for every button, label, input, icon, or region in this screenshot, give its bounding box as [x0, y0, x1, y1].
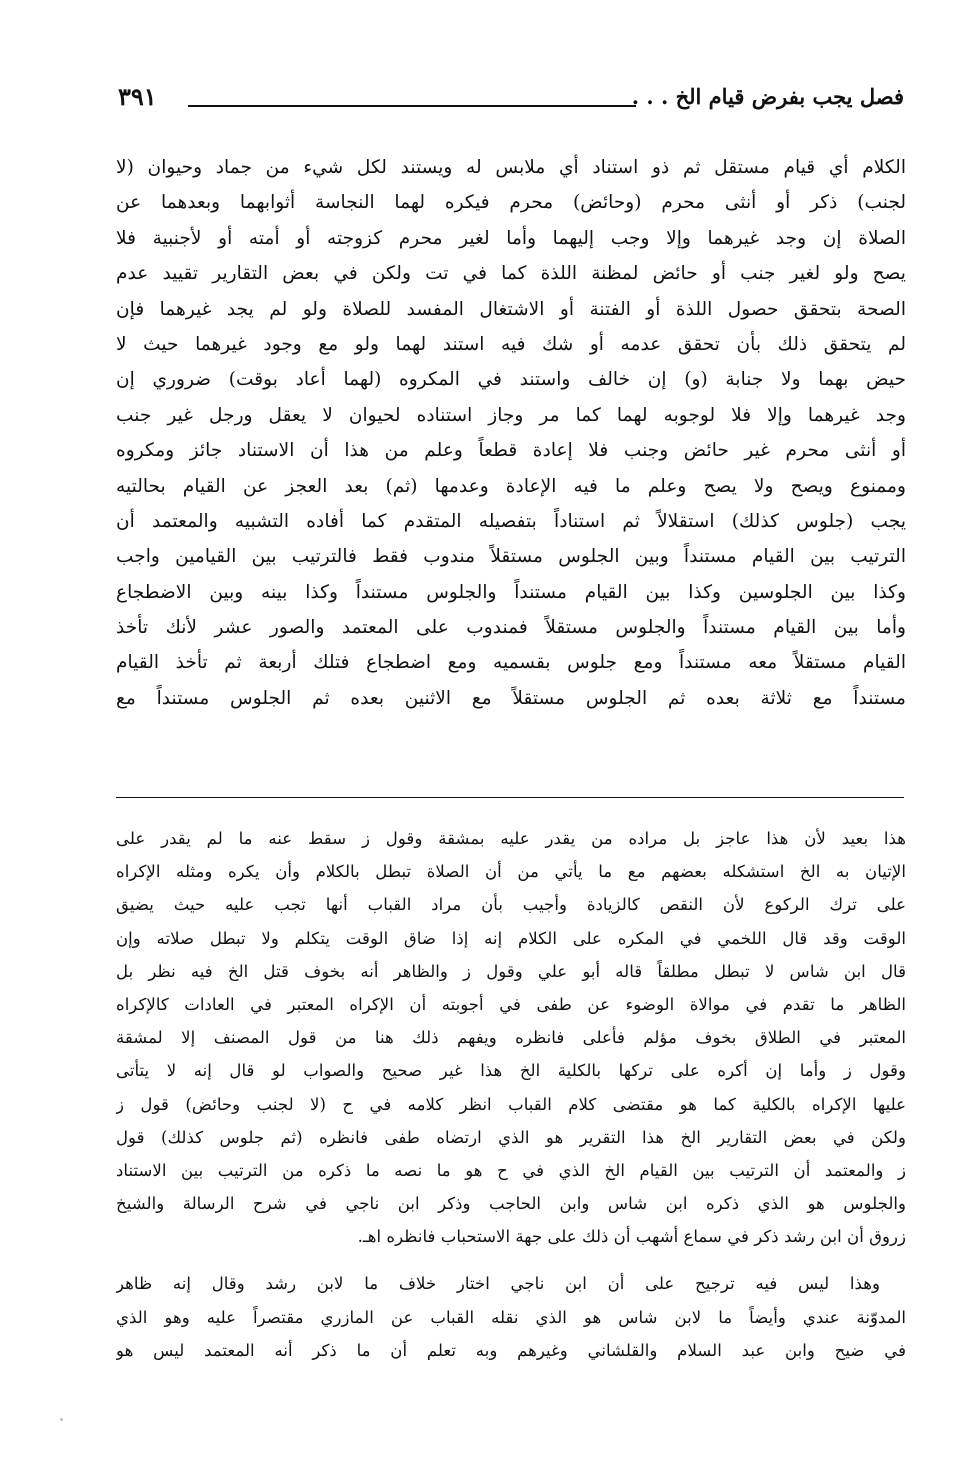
main-text-line: لم يتحقق ذلك بأن تحقق عدمه أو شك فيه استند لهما ولو مع وجود غيرهما حيث لا [116, 333, 906, 355]
footnote-line: هذا بعيد لأن هذا عاجز بل مراده من يقدر عليه بمشقة وقول ز سقط عنه ما لم يقدر على [116, 829, 906, 848]
main-text-line: الكلام أي قيام مستقل ثم ذو استناد أي ملابس له ويستند لكل شيء من جماد وحيوان (لا [116, 157, 906, 178]
main-text-line: أو أنثى محرم غير حائض وجنب فلا إعادة قطعاً وعلم من هذا أن الاستناد جائز ومكروه [116, 440, 906, 462]
main-text [116, 150, 906, 716]
footnote-line: الوقت وقد قال اللخمي في المكره على الكلام إنه إذا ضاق الوقت يتكلم ولا تبطل صلاته وإن [116, 928, 906, 948]
footnote-line: الظاهر ما تقدم في موالاة الوضوء عن طفى في أجوبته أن الإكراه المعتبر في العادات كالإكراه [116, 994, 906, 1014]
page-speck [60, 1418, 63, 1421]
main-text-line: الصحة بتحقق حصول اللذة أو الفتنة أو الاشتغال المفسد للصلاة ولو لم يجد غيرهما فإن [116, 298, 906, 320]
main-text-line: لجنب) ذكر أو أنثى محرم (وحائض) محرم فيكره لهما النجاسة أثوابهما وبعدهما عن [116, 192, 906, 214]
footnote-line: المدوّنة عندي وأيضاً ما لابن شاس هو الذي نقله القباب عن المازري مقتصراً عليه وهو الذي [116, 1307, 906, 1327]
main-text-line: مستنداً مع ثلاثة بعده ثم الجلوس مستقلاً مع الاثنين بعده ثم الجلوس مستنداً مع [116, 687, 906, 709]
paragraph-gap [116, 1253, 906, 1267]
header-rule [188, 105, 636, 107]
footnote-line: على ترك الركوع لأن النقص كالزيادة وأجيب بأن مراد القباب أنها تجب عليه حيث يضيق [116, 895, 906, 915]
main-text-line: وجد غيرهما وإلا فلا لوجوبه لهما كما مر وجاز استناده لحيوان لا يعقل ورجل غير جنب [116, 404, 906, 426]
page-number: ٣٩١ [118, 82, 157, 111]
footnote-line: والجلوس هو الذي ذكره ابن شاس وابن الحاجب وذكر ابن ناجي في شرح الرسالة والشيخ [116, 1194, 906, 1214]
footnote-separator [116, 797, 904, 798]
footnote-line: وهذا ليس فيه ترجيح على أن ابن ناجي اختار خلاف ما لابن رشد وقال إنه ظاهر [116, 1274, 880, 1294]
main-text-line: الترتيب بين القيام مستنداً وبين الجلوس مستقلاً مندوب فقط فالترتيب بين القيامين واجب [116, 546, 906, 568]
footnote-line: في ضيح وابن عبد السلام والقلشاني وغيرهم وبه تعلم أن ما ذكر أنه المعتمد ليس هو [116, 1340, 906, 1360]
main-text-line: يصح ولو لغير جنب أو حائض لمظنة اللذة كما في تت ولكن في بعض التقارير تقييد عدم [116, 263, 906, 285]
main-text-line: حيض بهما ولا جنابة (و) إن خالف واستند في المكروه (لهما أعاد بوقت) ضروري إن [116, 369, 906, 391]
main-text-line: يجب (جلوس كذلك) استقلالاً ثم استناداً بتفصيله المتقدم كما أفاده التشبيه والمعتمد أن [116, 510, 906, 532]
footnote-line: ولكن في بعض التقارير الخ هذا التقرير هو الذي ارتضاه طفى فانظره (ثم جلوس كذلك) قول [116, 1127, 906, 1147]
footnote-line: ز والمعتمد أن الترتيب بين القيام الخ الذي في ح هو ما نصه ما ذكره من الترتيب بين الاستناد [116, 1160, 906, 1180]
footnote-line: قال ابن شاس لا تبطل مطلقاً قاله أبو علي وقول ز والظاهر أنه بخوف قتل الخ فيه نظر بل [116, 961, 906, 981]
footnote-line: عليها الإكراه بالكلية كما هو مقتضى كلام القباب انظر كلامه في ح (لا لجنب وحائض) قول ز [116, 1094, 906, 1114]
footnotes [116, 822, 906, 1367]
running-title: فصل يجب بفرض قيام الخ . . . [631, 84, 904, 109]
footnote-line: وقول ز وأما إن أكره على تركها بالكلية الخ هذا غير صحيح والصواب لو قال إنه لا يتأتى [116, 1061, 906, 1081]
footnote-line: المعتبر في الطلاق بخوف مؤلم فأعلى فانظره ويفهم ذلك هنا من قول المصنف إلا لمشقة [116, 1028, 906, 1048]
main-text-line: الصلاة إن وجد غيرهما وإلا وجب إليهما وأما لغير محرم كزوجته أو أمته أو لأجنبية فلا [116, 227, 906, 249]
main-text-line: وممنوع ويصح ولا يصح وعلم ما فيه الإعادة وعدمها (ثم) بعد العجز عن القيام بحالتيه [116, 475, 906, 497]
footnote-line: زروق أن ابن رشد ذكر في سماع أشهب أن ذلك على جهة الاستحباب فانظره اهـ. [357, 1227, 906, 1247]
main-text-line: وكذا بين الجلوسين وكذا بين القيام مستنداً والجلوس مستنداً وكذا بينه وبين الاضطجاع [116, 581, 906, 603]
footnote-line: الإتيان به الخ استشكله بعضهم مع ما يأتي من أن الصلاة تبطل بالكلام وأن يكره ومثله الإكراه [116, 862, 906, 882]
main-text-line: وأما بين القيام مستنداً والجلوس مستقلاً فمندوب على المعتمد والصور عشر لأنك تأخذ [116, 617, 906, 639]
page-header [118, 84, 904, 124]
main-text-line: القيام مستقلاً معه مستنداً ومع جلوس بقسميه ومع اضطجاع فتلك أربعة ثم تأخذ القيام [116, 652, 906, 674]
